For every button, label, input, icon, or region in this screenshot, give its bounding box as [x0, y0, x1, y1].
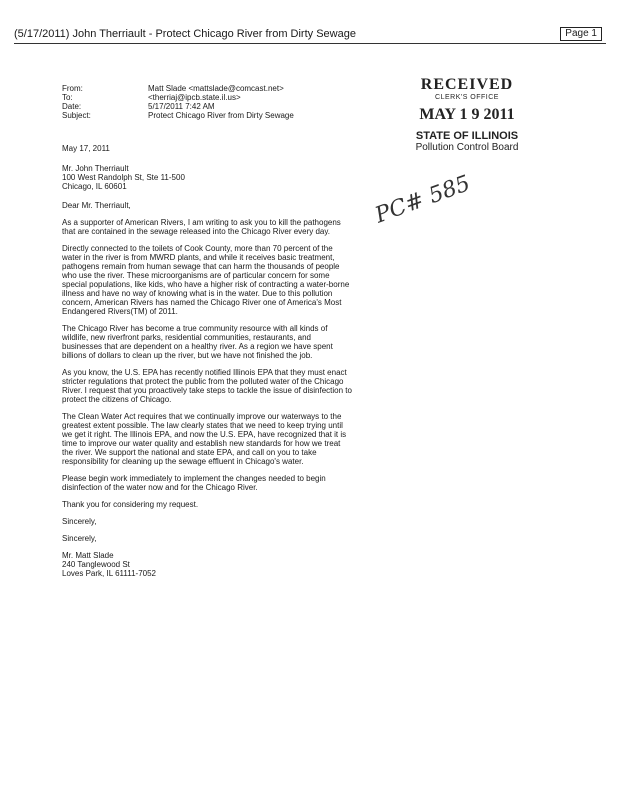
recipient-address	[62, 164, 352, 191]
received-stamp	[402, 76, 532, 153]
stamp-board: Pollution Control Board	[415, 142, 519, 153]
from-label: From:	[62, 84, 83, 93]
signature-line: Mr. Matt Slade	[62, 551, 114, 560]
closing: Sincerely,	[62, 517, 97, 526]
from-value: Matt Slade <mattslade@comcast.net>	[148, 84, 284, 93]
header-title: (5/17/2011) John Therriault - Protect Chicago River from Dirty Sewage	[14, 28, 356, 40]
closing: Sincerely,	[62, 534, 97, 543]
signature-block	[62, 551, 352, 578]
signature-line: Loves Park, IL 61111-7052	[62, 569, 156, 578]
paragraph: Please begin work immediately to implement the changes needed to begin disinfection of the water now and for the Chicago River.	[62, 474, 326, 492]
letter-body	[62, 144, 352, 578]
stamp-date: MAY 1 9 2011	[419, 106, 515, 123]
subject-value: Protect Chicago River from Dirty Sewage	[148, 111, 294, 120]
page-number-box: Page 1	[560, 27, 602, 41]
to-label: To:	[62, 93, 73, 102]
meta-date-row	[62, 102, 294, 111]
recipient-line: 100 West Randolph St, Ste 11-500	[62, 173, 185, 182]
paragraph: As a supporter of American Rivers, I am writing to ask you to kill the pathogens that are contained in the sewage released into the Chicago River every day.	[62, 218, 341, 236]
greeting: Dear Mr. Therriault,	[62, 201, 131, 210]
handwritten-annotation: PC# 585	[372, 171, 474, 229]
stamp-state: STATE OF ILLINOIS	[415, 130, 519, 142]
meta-to-row	[62, 93, 294, 102]
letter-date: May 17, 2011	[62, 144, 110, 153]
date-label: Date:	[62, 102, 82, 111]
paragraph: The Chicago River has become a true community resource with all kinds of wildlife, new riverfront parks, residential communities, restaurants, and businesses that are dependent on a healthy river. As a region we have spent billions of dollars to clean up the river, but we have not finished the job.	[62, 324, 333, 360]
paragraph: Thank you for considering my request.	[62, 500, 199, 509]
email-metadata	[62, 84, 294, 120]
paragraph: Directly connected to the toilets of Cook County, more than 70 percent of the water in the river is from MWRD plants, and while it receives basic treatment, pathogens remain from human sewage that can harm the thousands of people who use the river. These microorganisms are of particular concern for some special populations, like kids, who have a higher risk of contracting a water-borne illness and have no way of knowing what is in the water. Due to this pollution concern, American Rivers has named the Chicago River one of America's Most Endangered Rivers(TM) of 2011.	[62, 244, 350, 316]
recipient-line: Chicago, IL 60601	[62, 182, 127, 191]
header-divider	[14, 43, 606, 44]
subject-label: Subject:	[62, 111, 91, 120]
to-value: <therriaj@ipcb.state.il.us>	[148, 93, 241, 102]
paragraph: The Clean Water Act requires that we continually improve our waterways to the greatest extent possible. The law clearly states that we need to keep trying until we get it right. The Illinois EPA, and now the U.S. EPA, have recognized that it is time to improve our water quality and establish new standards for how we treat the river. We support the national and state EPA, and call on you to take responsibility for cleaning up the sewage effluent in Chicago's water.	[62, 412, 347, 466]
signature-line: 240 Tanglewood St	[62, 560, 130, 569]
date-value: 5/17/2011 7:42 AM	[148, 102, 215, 111]
meta-subject-row	[62, 111, 294, 120]
stamp-office: CLERK'S OFFICE	[435, 94, 499, 101]
meta-from-row	[62, 84, 294, 93]
document-header	[14, 27, 606, 41]
recipient-line: Mr. John Therriault	[62, 164, 129, 173]
paragraph: As you know, the U.S. EPA has recently notified Illinois EPA that they must enact stricter regulations that protect the public from the polluted water of the Chicago River. I request that you proactively take steps to tackle the issue of disinfection to protect the citizens of Chicago.	[62, 368, 352, 404]
stamp-title: RECEIVED	[420, 76, 514, 93]
